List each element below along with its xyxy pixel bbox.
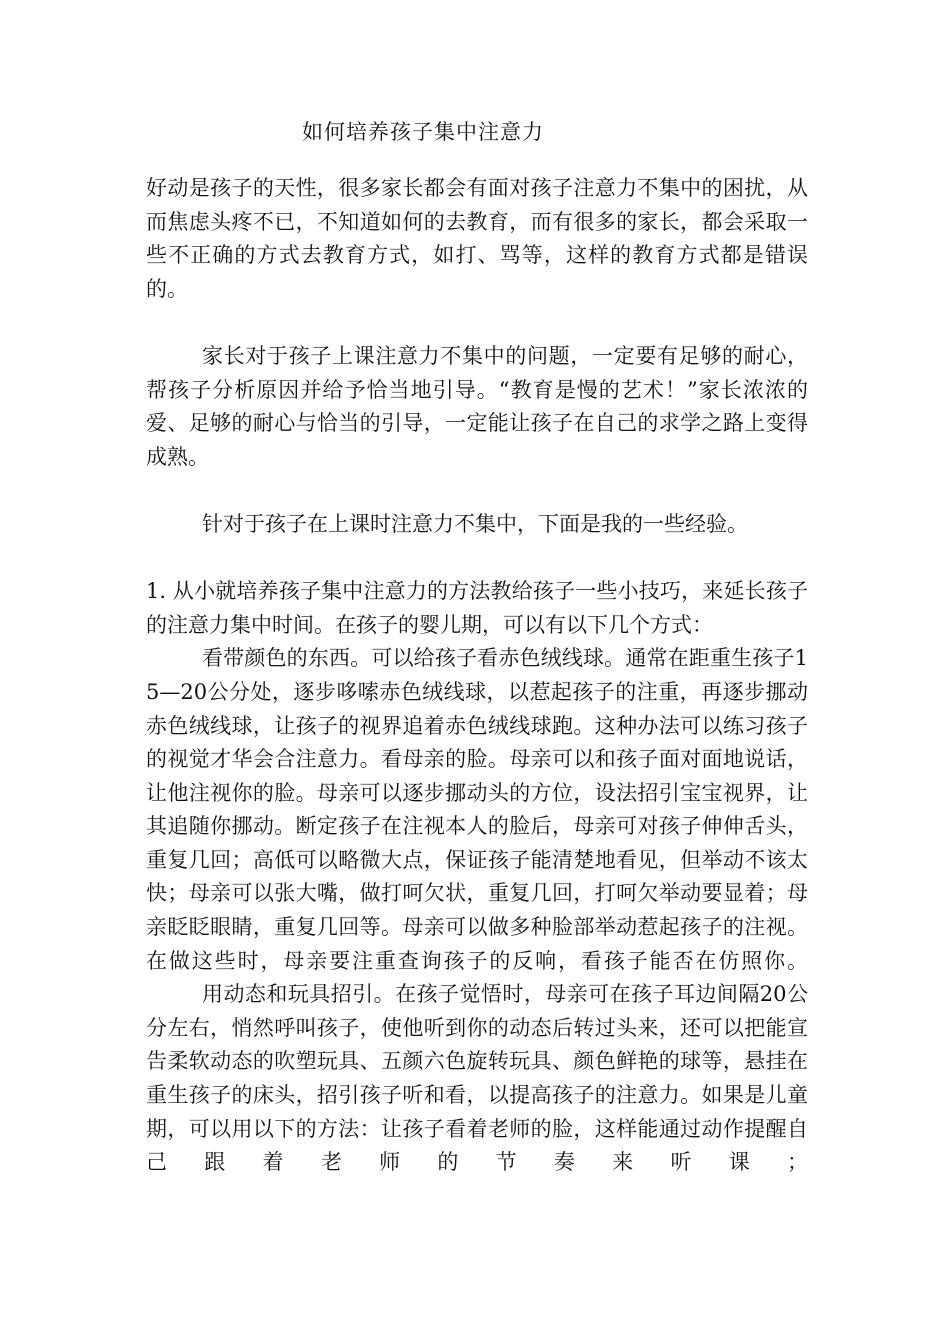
paragraph-intro: 好动是孩子的天性，很多家长都会有面对孩子注意力不集中的困扰，从而焦虑头疼不已，不知道如何的去教育，而有很多的家长，都会采取一些不正确的方式去教育方式，如打、骂等，这样的教育方式都是错误的。 [146,176,808,301]
paragraph-point-1: 1. 从小就培养孩子集中注意力的方法教给孩子一些小技巧，来延长孩子的注意力集中时间。在孩子的婴儿期，可以有以下几个方式： [146,579,808,637]
paragraph-patience: 家长对于孩子上课注意力不集中的问题，一定要有足够的耐心，帮孩子分析原因并给予恰当地引导。“教育是慢的艺术！”家长浓浓的爱、足够的耐心与恰当的引导，一定能让孩子在自己的求学之路上变得成熟。 [146,343,808,469]
document-title: 如何培养孩子集中注意力 [302,120,544,144]
paragraph-colored-objects: 看带颜色的东西。可以给孩子看赤色绒线球。通常在距重生孩子15—20公分处，逐步哆嗦赤色绒线球，以惹起孩子的注重，再逐步挪动赤色绒线球，让孩子的视界追着赤色绒线球跑。这种办法可以练习孩子的视觉才华会合注意力。看母亲的脸。母亲可以和孩子面对面地说话，让他注视你的脸。母亲可以逐步挪动头的方位，设法招引宝宝视界，让其追随你挪动。断定孩子在注视本人的脸后，母亲可对孩子伸伸舌头，重复几回；高低可以略微大点，保证孩子能清楚地看见，但举动不该太快；母亲可以张大嘴，做打呵欠状，重复几回，打呵欠举动要显着；母亲眨眨眼睛，重复几回等。母亲可以做多种脸部举动惹起孩子的注视。在做这些时，母亲要注重查询孩子的反响，看孩子能否在仿照你。 [146,646,808,973]
paragraph-experience: 针对于孩子在上课时注意力不集中，下面是我的一些经验。 [202,511,748,536]
document-body [146,172,808,1180]
paragraph-sounds-toys: 用动态和玩具招引。在孩子觉悟时，母亲可在孩子耳边间隔20公分左右，悄然呼叫孩子，使他听到你的动态后转过头来，还可以把能宣告柔软动态的吹塑玩具、五颜六色旋转玩具、颜色鲜艳的球等，悬挂在重生孩子的床头，招引孩子听和看，以提高孩子的注意力。如果是儿童期，可以用以下的方法：让孩子看着老师的脸，这样能通过动作提醒自己跟着老师的节奏来听课； [146,982,808,1175]
